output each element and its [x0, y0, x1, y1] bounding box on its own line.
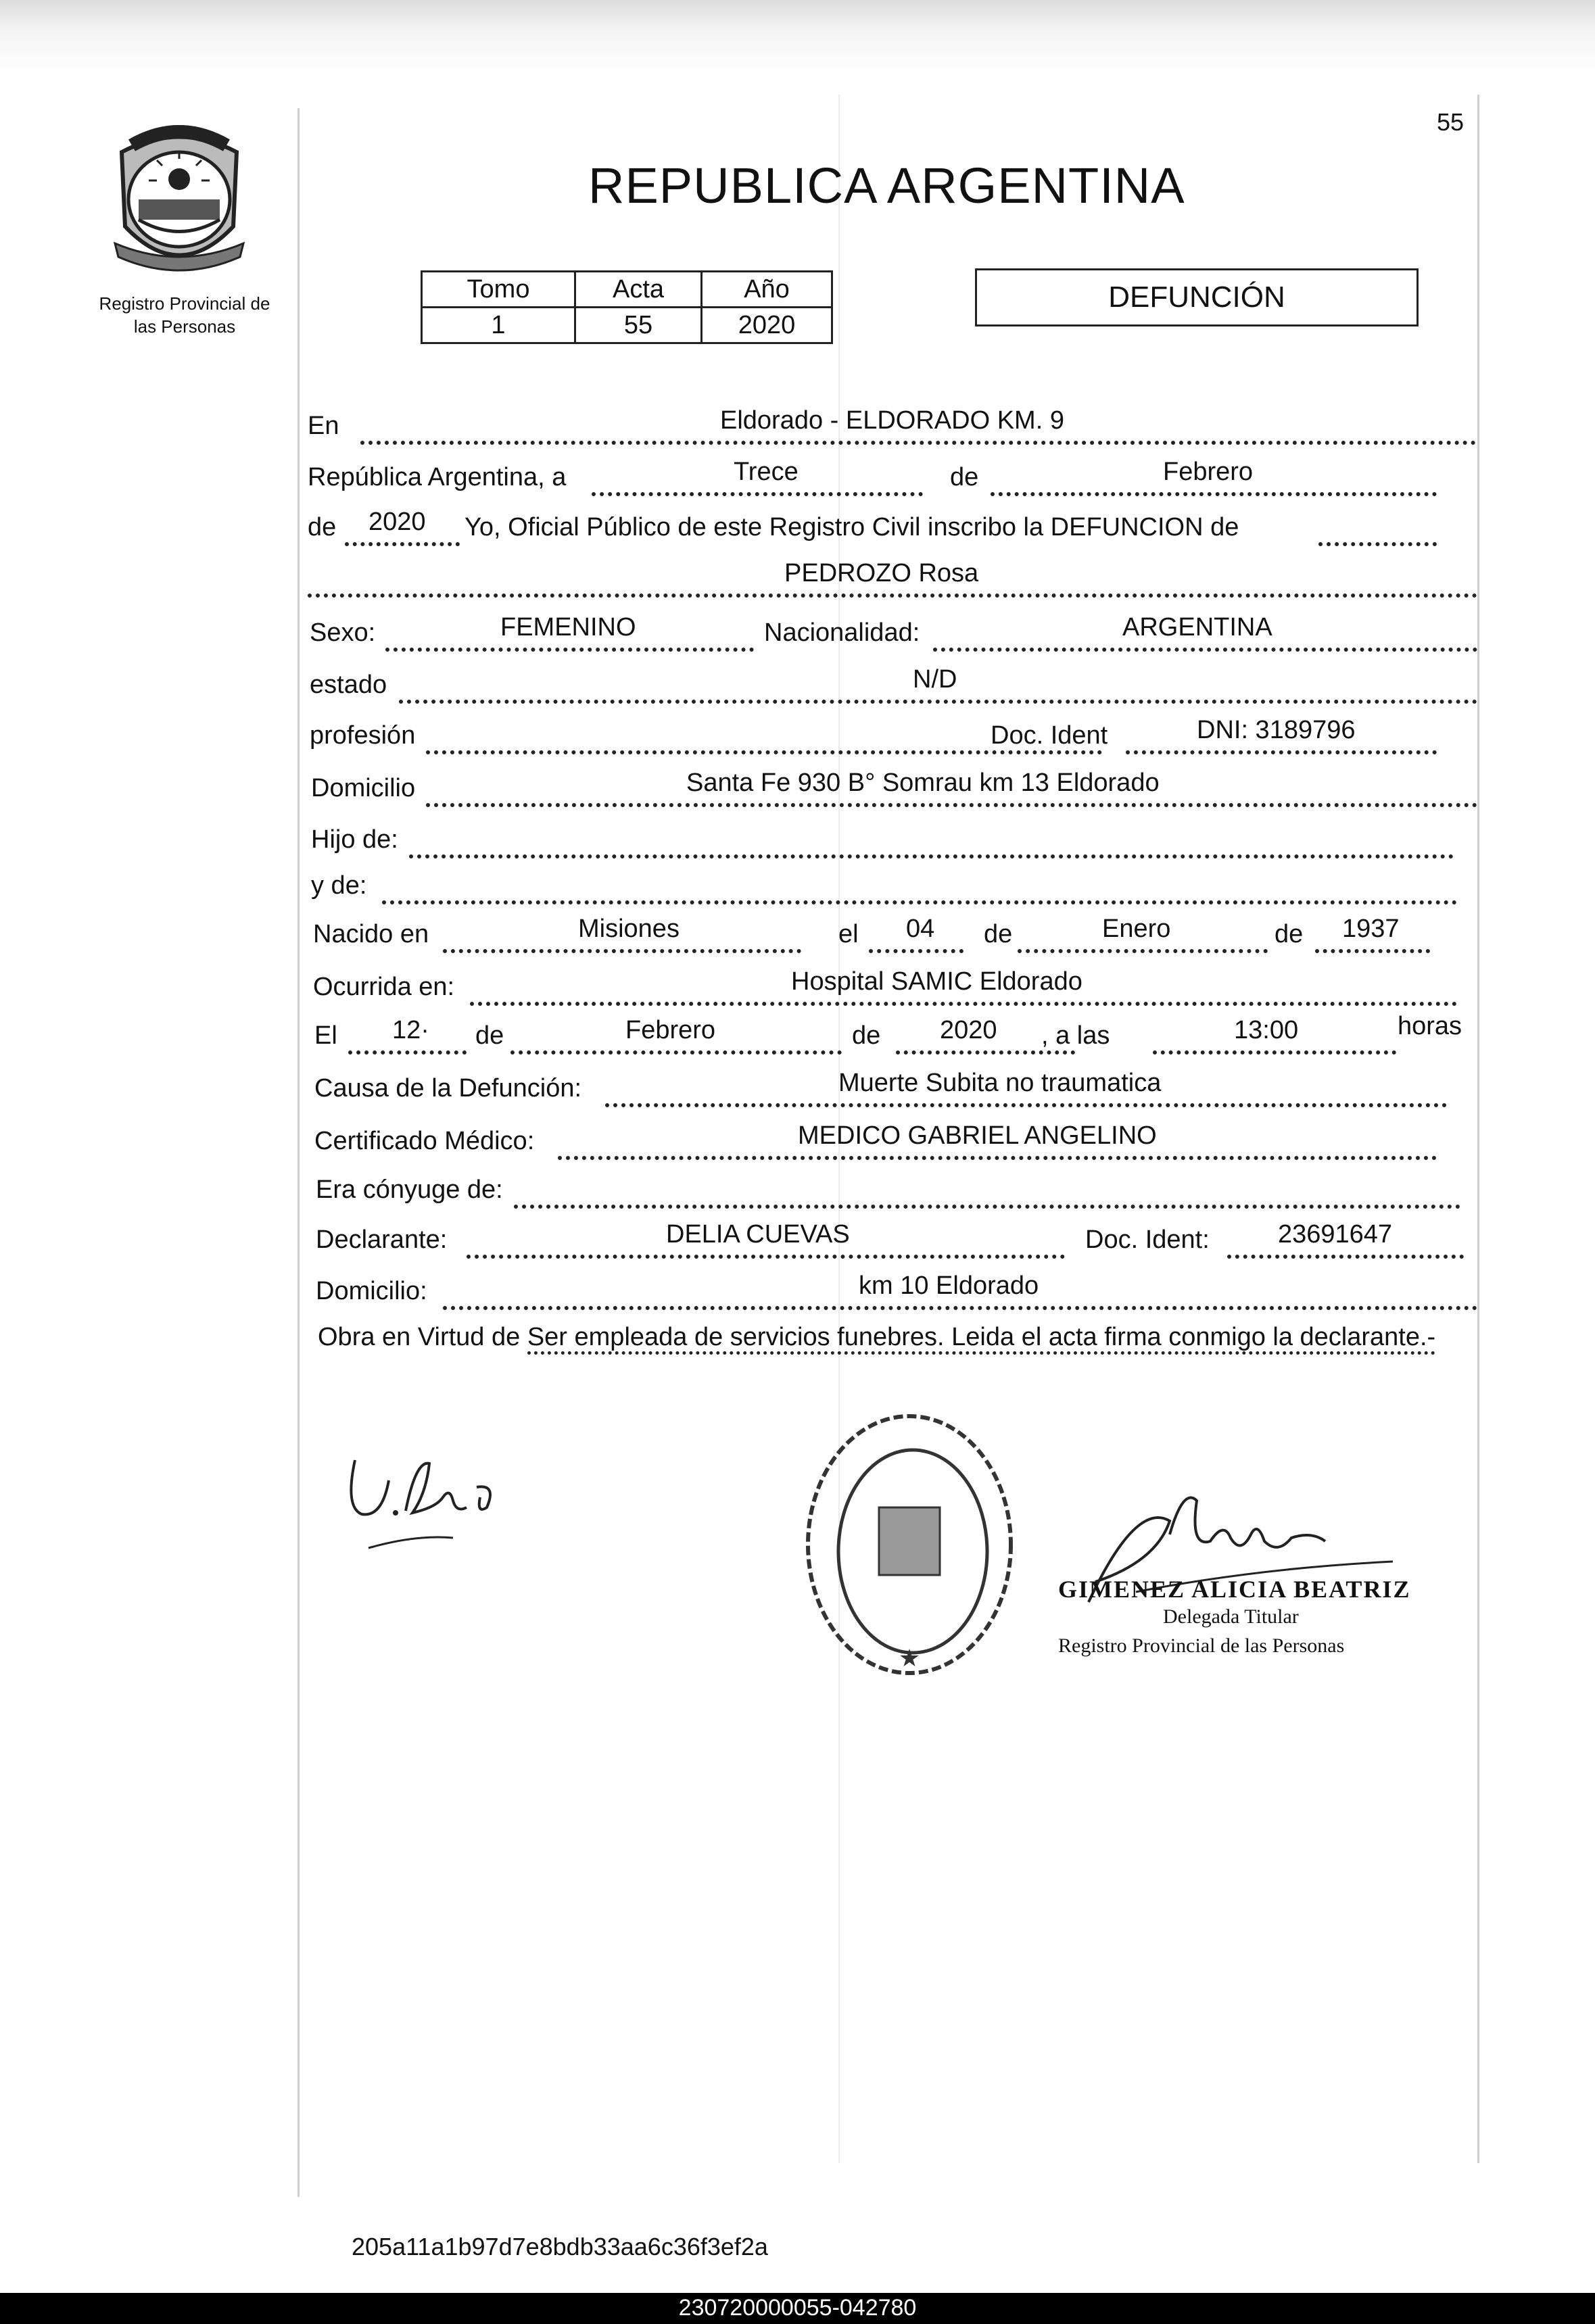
narrative-paragraph — [318, 1317, 1484, 1357]
dotted-line — [399, 700, 1477, 704]
row-estado — [308, 659, 1477, 704]
label-ocurrida-en: Ocurrida en: — [313, 973, 455, 1001]
label-nacionalidad: Nacionalidad: — [764, 619, 920, 647]
label-de: de — [950, 463, 979, 491]
value-birth-place: Misiones — [578, 915, 680, 943]
row-spouse — [308, 1164, 1477, 1209]
label-el: el — [838, 920, 859, 948]
row-profession-doc — [308, 710, 1477, 754]
dotted-line — [510, 1050, 842, 1055]
official-role: Delegada Titular — [1163, 1605, 1299, 1628]
dotted-line — [348, 1050, 467, 1055]
official-organization: Registro Provincial de las Personas — [1058, 1635, 1345, 1657]
dotted-line — [409, 854, 1454, 858]
row-domicilio — [308, 762, 1477, 807]
value-doc-ident: DNI: 3189796 — [1197, 716, 1356, 744]
label-de: de — [475, 1021, 504, 1050]
row-occurred — [308, 961, 1477, 1006]
label-en: En — [308, 412, 339, 440]
registry-caption-line1: Registro Provincial de — [99, 293, 270, 314]
dotted-line — [896, 1050, 1075, 1055]
record-type-box: DEFUNCIÓN — [975, 268, 1419, 326]
value-domicilio: Santa Fe 930 B° Somrau km 13 Eldorado — [686, 769, 1160, 797]
dotted-line — [426, 750, 1102, 754]
value-declarante-doc: 23691647 — [1278, 1220, 1393, 1249]
row-intro — [308, 502, 1477, 546]
value-death-day: 12· — [392, 1016, 429, 1044]
row-deceased-name — [308, 553, 1477, 598]
value-causa: Muerte Subita no traumatica — [838, 1069, 1162, 1097]
record-table-value-row — [422, 308, 832, 343]
value-birth-day: 04 — [906, 915, 935, 943]
value-nacionalidad: ARGENTINA — [1122, 613, 1272, 641]
dotted-line — [1318, 542, 1437, 546]
label-y-de: y de: — [311, 871, 367, 900]
row-date — [308, 452, 1477, 496]
label-declarante: Declarante: — [316, 1226, 448, 1254]
label-nacido-en: Nacido en — [313, 920, 429, 948]
label-certificado: Certificado Médico: — [314, 1127, 535, 1155]
row-place — [308, 400, 1477, 445]
label-profesion: profesión — [310, 721, 416, 750]
page-number: 55 — [1437, 108, 1465, 136]
row-certificate — [308, 1115, 1477, 1160]
dotted-line — [385, 648, 754, 652]
row-y-de — [308, 860, 1477, 904]
label-de: de — [852, 1021, 881, 1050]
value-estado: N/D — [913, 665, 957, 694]
value-tomo: 1 — [422, 308, 575, 343]
dotted-line — [514, 1205, 1460, 1209]
value-declarante: DELIA CUEVAS — [666, 1220, 850, 1249]
label-estado: estado — [310, 671, 387, 699]
dotted-line — [426, 803, 1477, 807]
document-hash: 205a11a1b97d7e8bdb33aa6c36f3ef2a — [352, 2233, 768, 2260]
value-certificado: MEDICO GABRIEL ANGELINO — [798, 1121, 1157, 1150]
narrative-text: Ser empleada de servicios funebres. Leida el acta firma conmigo la declarante.- — [527, 1323, 1435, 1355]
label-hijo-de: Hijo de: — [311, 825, 398, 854]
dotted-line — [605, 1103, 1447, 1107]
dotted-line — [1018, 949, 1268, 953]
narrative-prefix: Obra en Virtud de — [318, 1323, 527, 1351]
row-sex-nationality — [308, 607, 1477, 652]
dotted-line — [467, 1255, 1065, 1259]
declarant-signature — [341, 1433, 517, 1562]
value-day-words: Trece — [734, 458, 799, 486]
dotted-line — [443, 949, 801, 953]
label-domicilio: Domicilio — [311, 774, 416, 802]
label-a-las: , a las — [1041, 1021, 1110, 1050]
dotted-line — [470, 1002, 1457, 1006]
dotted-line — [308, 594, 1477, 598]
value-death-year: 2020 — [940, 1016, 997, 1044]
dotted-line — [382, 900, 1457, 904]
dotted-line — [360, 441, 1476, 445]
left-margin-line — [297, 108, 300, 2197]
dotted-line — [1315, 949, 1430, 953]
value-month: Febrero — [1163, 458, 1254, 486]
header-tomo: Tomo — [422, 272, 575, 308]
official-name: GIMENEZ ALICIA BEATRIZ — [1058, 1576, 1411, 1603]
row-birth — [308, 909, 1477, 953]
value-declarante-domicilio: km 10 Eldorado — [859, 1272, 1039, 1300]
value-acta: 55 — [575, 308, 702, 343]
label-de: de — [1275, 920, 1304, 948]
value-sexo: FEMENINO — [500, 613, 636, 641]
record-table — [421, 270, 833, 344]
dotted-line — [869, 949, 963, 953]
value-year: 2020 — [368, 508, 426, 536]
label-de: de — [308, 513, 337, 541]
label-el: El — [314, 1021, 337, 1050]
province-crest-emblem — [101, 125, 257, 284]
value-deceased-name: PEDROZO Rosa — [784, 559, 979, 587]
dotted-line — [1126, 750, 1437, 754]
right-margin-line — [1477, 95, 1479, 2163]
record-table-header-row — [422, 272, 832, 308]
value-birth-month: Enero — [1102, 915, 1171, 943]
footer-code: 230720000055-042780 — [678, 2295, 917, 2321]
label-horas: horas — [1398, 1012, 1462, 1040]
value-death-month: Febrero — [625, 1016, 716, 1044]
label-conyuge: Era cónyuge de: — [316, 1176, 503, 1204]
header-anio: Año — [702, 272, 832, 308]
label-sexo: Sexo: — [310, 619, 376, 647]
dotted-line — [1227, 1255, 1464, 1259]
row-declarant-address — [308, 1265, 1477, 1310]
value-ocurrida-en: Hospital SAMIC Eldorado — [791, 967, 1082, 996]
dotted-line — [991, 492, 1437, 496]
value-place: Eldorado - ELDORADO KM. 9 — [720, 406, 1064, 435]
dotted-line — [443, 1306, 1477, 1310]
intro-text: Yo, Oficial Público de este Registro Civil inscribo la DEFUNCION de — [465, 513, 1239, 541]
label-republica: República Argentina, a — [308, 463, 567, 491]
dotted-line — [345, 542, 460, 546]
label-doc-ident: Doc. Ident — [991, 721, 1108, 750]
scan-edge-shadow — [0, 0, 1595, 74]
label-domicilio-declarante: Domicilio: — [316, 1277, 427, 1305]
label-causa: Causa de la Defunción: — [314, 1074, 582, 1103]
row-death-date — [308, 1010, 1477, 1055]
registry-caption — [80, 292, 289, 338]
label-de: de — [984, 920, 1013, 948]
value-birth-year: 1937 — [1342, 915, 1400, 943]
dotted-line — [592, 492, 923, 496]
label-doc-ident-declarante: Doc. Ident: — [1085, 1226, 1210, 1254]
row-declarant — [308, 1214, 1477, 1259]
row-cause — [308, 1063, 1477, 1107]
registry-caption-line2: las Personas — [133, 316, 236, 337]
dotted-line — [1153, 1050, 1396, 1055]
value-anio: 2020 — [702, 308, 832, 343]
value-death-time: 13:00 — [1234, 1016, 1299, 1044]
row-hijo-de — [308, 814, 1477, 858]
page-title: REPUBLICA ARGENTINA — [588, 158, 1185, 214]
registry-stamp — [794, 1406, 1024, 1690]
dotted-line — [933, 648, 1477, 652]
header-acta: Acta — [575, 272, 702, 308]
svg-text:★: ★ — [898, 1644, 921, 1672]
dotted-line — [558, 1156, 1437, 1160]
